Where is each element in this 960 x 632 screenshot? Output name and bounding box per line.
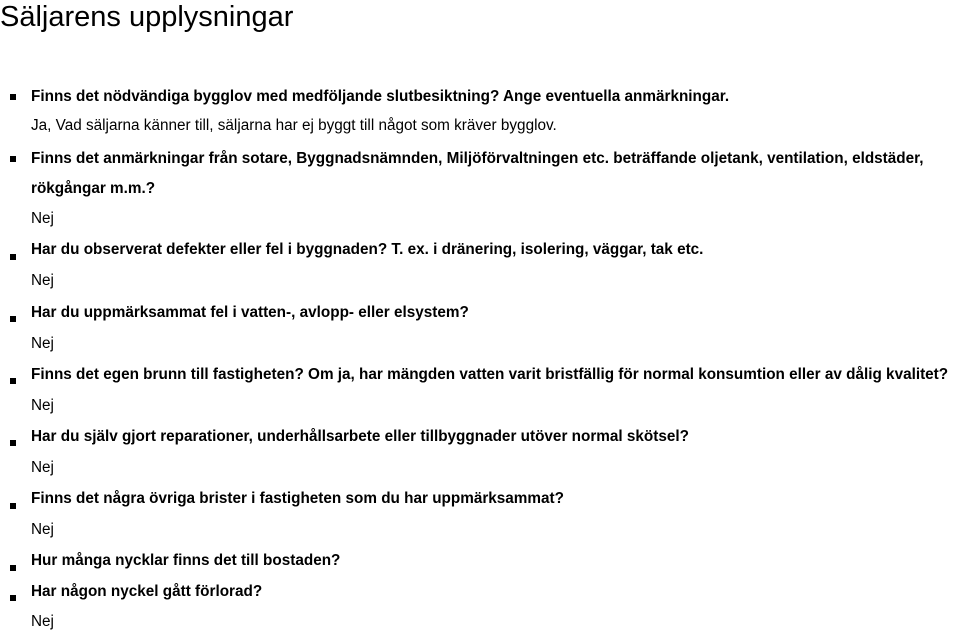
answer-text: Nej bbox=[31, 521, 54, 538]
page-title: Säljarens upplysningar bbox=[0, 1, 294, 33]
bullet-icon bbox=[10, 595, 16, 601]
question-text: Finns det några övriga brister i fastigheten som du har uppmärksammat? bbox=[31, 490, 564, 507]
question-text-continued: rökgångar m.m.? bbox=[31, 180, 156, 197]
question-text: Finns det anmärkningar från sotare, Byggnadsnämnden, Miljöförvaltningen etc. beträffande oljetank, ventilation, eldstäder, bbox=[31, 150, 924, 167]
bullet-icon bbox=[10, 440, 16, 446]
answer-text: Nej bbox=[31, 613, 54, 630]
question-text: Har du observerat defekter eller fel i byggnaden? T. ex. i dränering, isolering, väggar, tak etc. bbox=[31, 241, 704, 258]
bullet-icon bbox=[10, 503, 16, 509]
question-text: Finns det nödvändiga bygglov med medföljande slutbesiktning? Ange eventuella anmärkningar. bbox=[31, 88, 730, 105]
question-text: Har någon nyckel gått förlorad? bbox=[31, 583, 263, 600]
question-text: Har du uppmärksammat fel i vatten-, avlopp- eller elsystem? bbox=[31, 304, 469, 321]
answer-text: Nej bbox=[31, 272, 54, 289]
question-text: Har du själv gjort reparationer, underhållsarbete eller tillbyggnader utöver normal skötsel? bbox=[31, 428, 689, 445]
answer-text: Nej bbox=[31, 210, 54, 227]
answer-text: Ja, Vad säljarna känner till, säljarna har ej byggt till något som kräver bygglov. bbox=[31, 117, 557, 134]
question-text: Hur många nycklar finns det till bostaden? bbox=[31, 552, 341, 569]
answer-text: Nej bbox=[31, 397, 54, 414]
bullet-icon bbox=[10, 94, 16, 100]
bullet-icon bbox=[10, 378, 16, 384]
answer-text: Nej bbox=[31, 335, 54, 352]
question-text: Finns det egen brunn till fastigheten? Om ja, har mängden vatten varit bristfällig för normal konsumtion eller av dålig kvalitet? bbox=[31, 366, 949, 383]
answer-text: Nej bbox=[31, 459, 54, 476]
bullet-icon bbox=[10, 254, 16, 260]
bullet-icon bbox=[10, 316, 16, 322]
bullet-icon bbox=[10, 156, 16, 162]
bullet-icon bbox=[10, 565, 16, 571]
